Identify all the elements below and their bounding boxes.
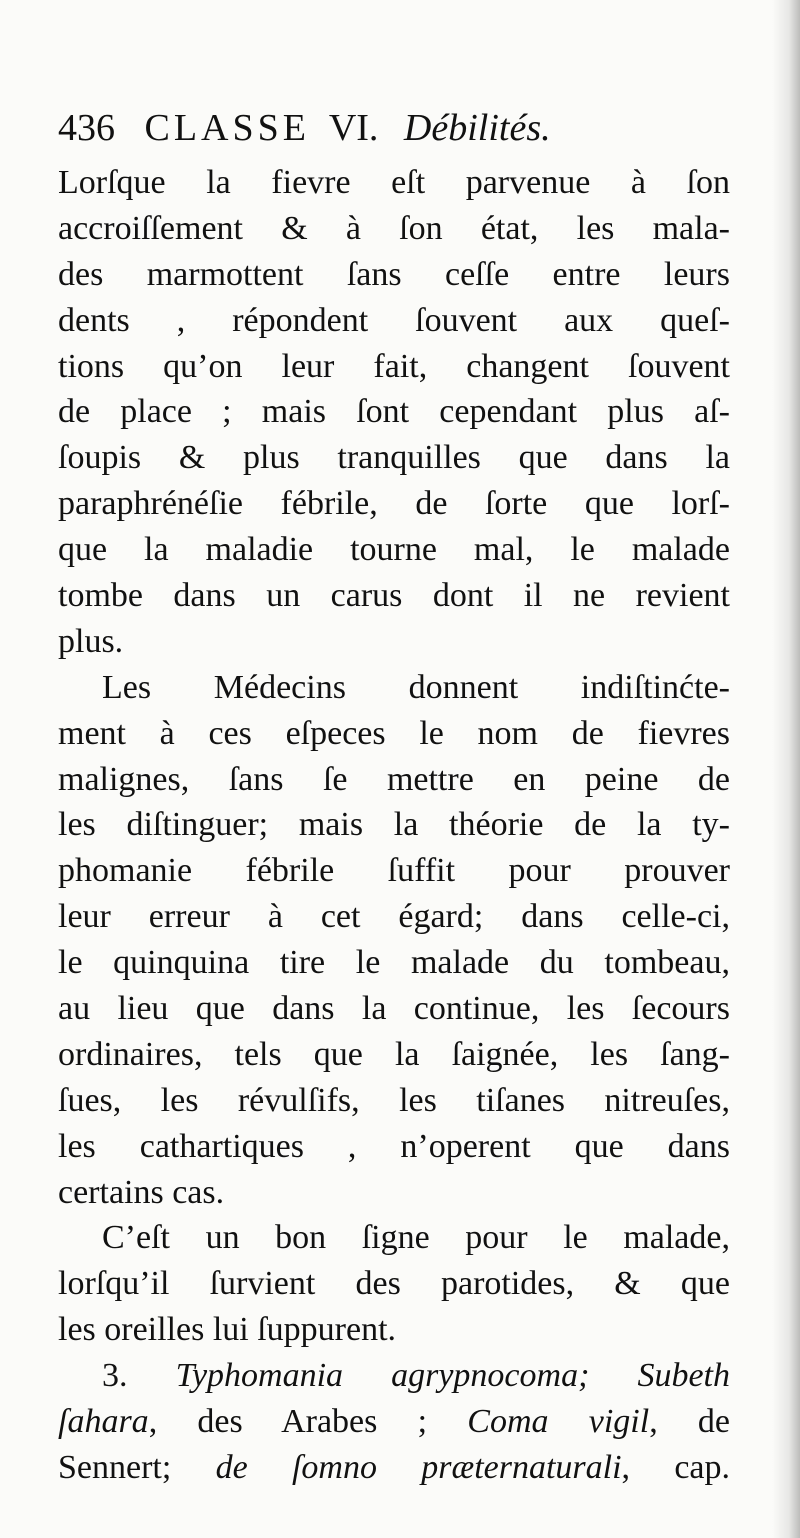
text-line: paraphrénéſie fébrile, de ſorte que lorſ-: [58, 485, 730, 523]
text-line: certains cas.: [58, 1173, 225, 1211]
text-line: de place ; mais ſont cependant plus aſ-: [58, 393, 730, 431]
text-fragment: , des Arabes ;: [148, 1403, 428, 1441]
text-line: tions qu’on leur fait, changent ſouvent: [58, 347, 730, 385]
text-line: les oreilles lui ſuppurent.: [58, 1311, 397, 1349]
arabic-term-cont: ſahara: [58, 1403, 149, 1441]
work-title: de ſomno præternaturali: [215, 1448, 622, 1486]
text-line: ſues, les révulſifs, les tiſanes nitreuſes,: [58, 1081, 730, 1119]
text-line: Lorſque la fievre eſt parvenue à ſon: [58, 164, 730, 201]
text-fragment: , de: [649, 1403, 731, 1441]
text-line: des marmottent ſans ceſſe entre leurs: [58, 255, 730, 293]
text-line: lorſqu’il ſurvient des parotides, & que: [58, 1265, 730, 1303]
text-line: les diſtinguer; mais la théorie de la ty-: [58, 806, 730, 844]
item-number: 3.: [102, 1357, 128, 1395]
running-header: [58, 102, 748, 154]
text-line: C’eſt un bon ſigne pour le malade,: [102, 1219, 730, 1257]
text-line: Les Médecins donnent indiſtinćte-: [102, 668, 730, 706]
text-line: [58, 1399, 730, 1445]
section-title: Débilités.: [403, 107, 551, 149]
classe-label: CLASSE: [144, 107, 310, 149]
text-line: les cathartiques , n’operent que dans: [58, 1127, 730, 1165]
text-line: dents , répondent ſouvent aux queſ-: [58, 301, 730, 339]
text-line: phomanie fébrile ſuffit pour prouver: [58, 852, 730, 890]
text-line: [58, 1353, 730, 1399]
text-line: leur erreur à cet égard; dans celle-ci,: [58, 898, 730, 936]
latin-term: Typhomania agrypnocoma;: [175, 1357, 590, 1395]
text-line: ment à ces eſpeces le nom de fievres: [58, 714, 730, 752]
text-fragment: , cap.: [621, 1448, 731, 1486]
text-line: le quinquina tire le malade du tombeau,: [58, 944, 730, 982]
page-edge-shadow: [772, 0, 800, 1538]
text-line: plus.: [58, 622, 124, 660]
text-line: tombe dans un carus dont il ne revient: [58, 577, 730, 615]
author-name: Sennert;: [58, 1448, 172, 1486]
text-line: [58, 1445, 730, 1491]
text-line: que la maladie tourne mal, le malade: [58, 531, 730, 569]
body-text: [58, 160, 730, 1491]
latin-term: Coma vigil: [467, 1403, 650, 1441]
text-line: au lieu que dans la continue, les ſecours: [58, 990, 730, 1028]
classe-number: VI.: [328, 107, 379, 149]
text-line: ſoupis & plus tranquilles que dans la: [58, 439, 730, 477]
arabic-term: Subeth: [637, 1357, 730, 1395]
page-number: 436: [58, 107, 115, 149]
text-line: malignes, ſans ſe mettre en peine de: [58, 760, 730, 798]
text-line: ordinaires, tels que la ſaignée, les ſang-: [58, 1035, 730, 1073]
text-line: accroiſſement & à ſon état, les mala-: [58, 209, 730, 247]
